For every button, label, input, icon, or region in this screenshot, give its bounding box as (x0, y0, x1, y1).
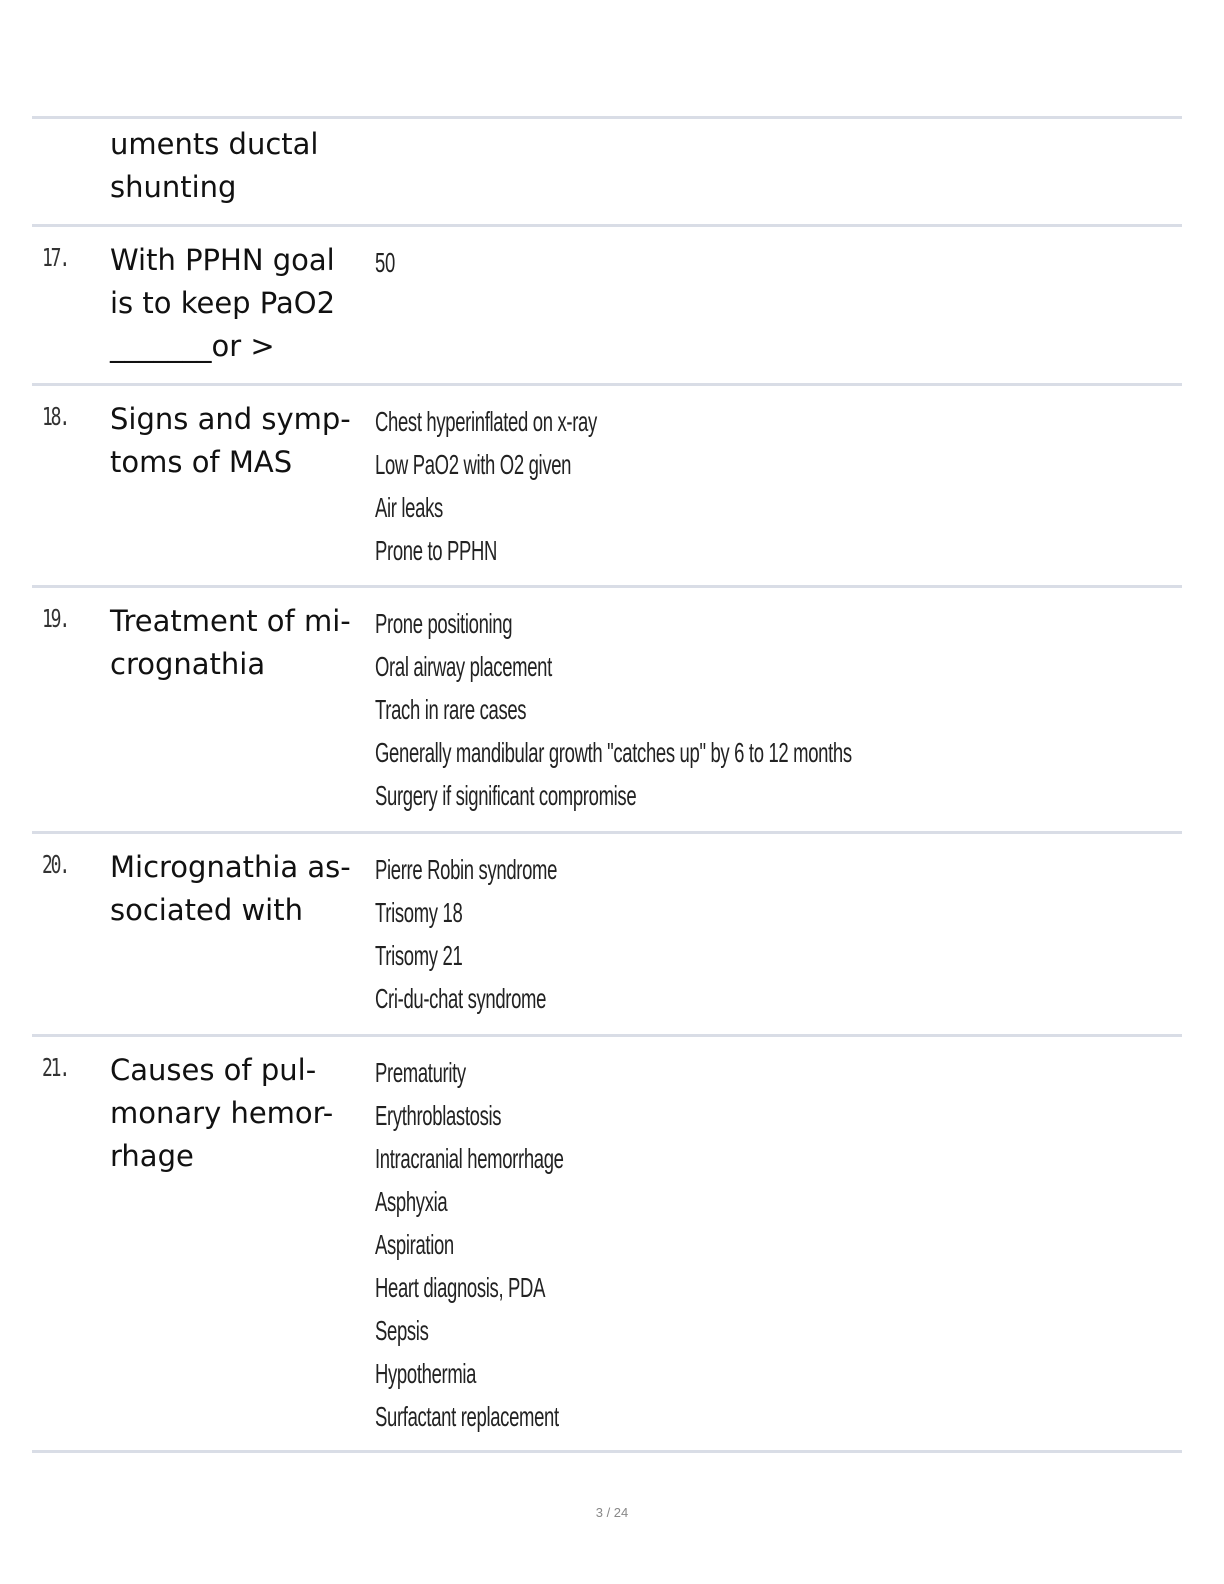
answer-line: Cri-du-chat syndrome (375, 983, 547, 1014)
answer-line: Prematurity (375, 1057, 466, 1088)
question-line: _______or > (110, 329, 275, 363)
row-divider (32, 1450, 1182, 1453)
question-line: Treatment of mi- (110, 604, 351, 638)
question-line: is to keep PaO2 (110, 286, 336, 320)
row-number: 17. (42, 243, 69, 272)
flashcard-table (32, 116, 1182, 1453)
answer-line: Sepsis (375, 1315, 429, 1346)
table-row (32, 1037, 1182, 1450)
answer-cell (375, 400, 1175, 572)
answer-line: Intracranial hemorrhage (375, 1143, 564, 1174)
table-row (32, 119, 1182, 224)
answer-line: Erythroblastosis (375, 1100, 502, 1131)
answer-line: Asphyxia (375, 1186, 448, 1217)
table-row (32, 834, 1182, 1034)
answer-line: Pierre Robin syndrome (375, 854, 558, 885)
question-line: Micrognathia as- (110, 850, 351, 884)
question-line: toms of MAS (110, 445, 293, 479)
question-line: uments ductal (110, 127, 319, 161)
answer-line: 50 (375, 247, 395, 278)
answer-line: Trisomy 18 (375, 897, 463, 928)
question-cell (110, 1049, 372, 1178)
answer-line: Chest hyperinflated on x-ray (375, 406, 597, 437)
answer-line: Heart diagnosis, PDA (375, 1272, 546, 1303)
row-number: 21. (42, 1053, 69, 1082)
question-cell (110, 398, 372, 484)
answer-line: Prone to PPHN (375, 535, 498, 566)
answer-cell (375, 848, 1175, 1020)
answer-cell (375, 241, 1175, 284)
answer-line: Prone positioning (375, 608, 513, 639)
question-line: rhage (110, 1139, 194, 1173)
answer-line: Trach in rare cases (375, 694, 527, 725)
question-line: With PPHN goal (110, 243, 335, 277)
answer-line: Oral airway placement (375, 651, 552, 682)
row-number: 18. (42, 402, 69, 431)
answer-line: Low PaO2 with O2 given (375, 449, 572, 480)
answer-line: Trisomy 21 (375, 940, 463, 971)
answer-line: Hypothermia (375, 1358, 477, 1389)
answer-cell (375, 1051, 1175, 1438)
answer-line: Surgery if significant compromise (375, 780, 637, 811)
answer-line: Aspiration (375, 1229, 454, 1260)
question-line: Causes of pul- (110, 1053, 317, 1087)
table-row (32, 386, 1182, 585)
question-line: Signs and symp- (110, 402, 351, 436)
table-row (32, 227, 1182, 383)
question-cell (110, 600, 372, 686)
question-cell (110, 239, 372, 368)
answer-line: Generally mandibular growth "catches up" by 6 to 12 months (375, 737, 852, 768)
table-row (32, 588, 1182, 831)
question-cell (110, 123, 372, 209)
answer-line: Air leaks (375, 492, 443, 523)
question-line: sociated with (110, 893, 303, 927)
row-number: 19. (42, 604, 69, 633)
answer-cell (375, 602, 1175, 817)
row-number: 20. (42, 850, 69, 879)
question-cell (110, 846, 372, 932)
question-line: monary hemor- (110, 1096, 334, 1130)
page-indicator: 3 / 24 (595, 1505, 629, 1520)
question-line: shunting (110, 170, 237, 204)
question-line: crognathia (110, 647, 266, 681)
answer-line: Surfactant replacement (375, 1401, 559, 1432)
